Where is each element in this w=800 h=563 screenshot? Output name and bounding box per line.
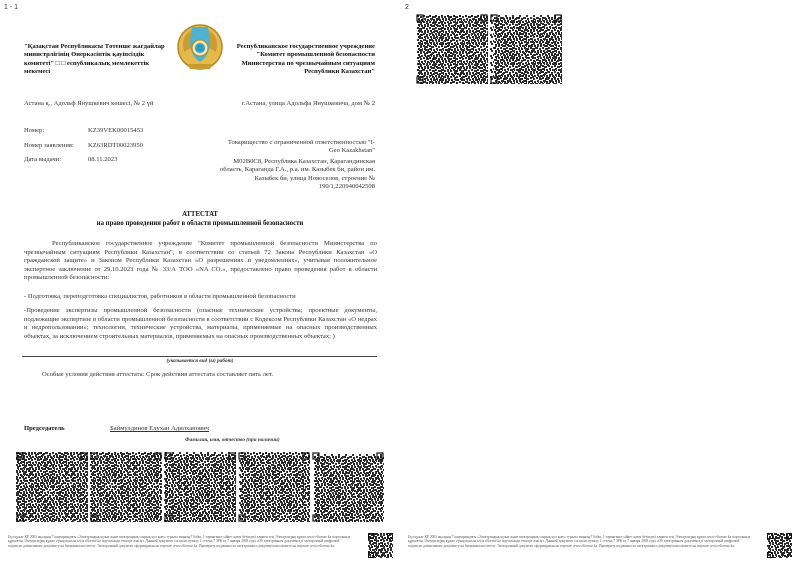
header-org-ru: Республиканское государственное учреждение "Комитет промышленной безопасности Министерства по чрезвычайным ситуациям Республики Казахстан"	[236, 43, 375, 75]
page-number-1: 1 - 1	[4, 4, 19, 11]
footer-ru-text: Данный документ согласно пункту 1 статьи 7 ЗРК от 7 января 2003 года «Об электронном документе и электронной цифровой подписи» равнозначен документу на бумажном носителе. Электронный документ сформирован на портале www.elicense.kz. Проверить подлинность электронного документа вы можете на портале www.elicense.kz.	[8, 539, 340, 548]
document-title: АТТЕСТАТ	[182, 211, 218, 218]
field-value-number: KZ39VEK00015453	[88, 127, 144, 134]
work-item-2: -Проведение экспертизы промышленной безопасности (опасные технические устройства; проектные документы, подлежащие экспертизе в области промышленной безопасности в соответствии с Кодексом Республики Казахстан «О недрах и недропользовании»; технологии, технические устройства, материалы, применяемые на опасных производственных объектах, за исключением строительных материалов, применяемых на опасных производственных объектах; )	[24, 307, 377, 340]
footer-kz-text: Бұл құжат ҚР 2003 жылдың 7 қаңтарындағы «Электрондық құжат және электрондық сандық қол қою» туралы заңның 7 бабы, 1 тармағына сәйкес қағаз бетіндегі заңмен тең. Электрондық құжат www.elicense.kz порталында құрылған. Электрондық құжат түпнұсқасын www.elicense.kz порталында тексере аласыз.	[8, 535, 351, 544]
recipient-address: M02B0C8, Республика Казахстан, Карагандинская область, Караганда Г.А., р.а. им. Казыбек би, район им. Казыбек би, улица Новоселов, строение № 190/1,220940042508	[219, 158, 375, 190]
special-conditions: Особые условия действия аттестата: Срок действия аттестата составляет пять лет.	[42, 371, 273, 378]
intro-paragraph: Республиканское государственное учреждение "Комитет промышленной безопасности Министерства по чрезвычайным ситуациям Республики Казахстан", в соответствии со статьей 72 Закона Республики Казахстан «О гражданской защите» и Законом Республики Казахстан «О разрешениях и уведомлениях», учитывая положительное экспертное заключение от 29.10.2023 года № 33/А ТОО «NA CO.», предоставлено право проведения работ в области промышленной безопасности:	[24, 240, 377, 281]
footer-ru-text: Данный документ согласно пункту 1 статьи 7 ЗРК от 7 января 2003 года «Об электронном документе и электронной цифровой подписи» равнозначен документу на бумажном носителе. Электронный документ сформирован на портале www.elicense.kz. Проверить подлинность электронного документа вы можете на портале www.elicense.kz.	[408, 539, 740, 548]
field-value-issue-date: 08.11.2023	[88, 156, 118, 163]
qr-code-icon	[312, 452, 384, 522]
recipient-name: Товарищество с ограниченной ответственностью "I-Geo Kazakhstan"	[227, 139, 375, 155]
footer-kz-text: Бұл құжат ҚР 2003 жылдың 7 қаңтарындағы «Электрондық құжат және электрондық сандық қол қою» туралы заңның 7 бабы, 1 тармағына сәйкес қағаз бетіндегі заңмен тең. Электрондық құжат www.elicense.kz порталында құрылған. Электрондық құжат түпнұсқасын www.elicense.kz порталында тексере аласыз.	[408, 535, 751, 544]
qr-code-icon	[164, 452, 236, 522]
page-number-2: 2	[405, 4, 409, 11]
qr-code-icon	[490, 14, 562, 84]
address-ru: г.Астана, улица Адольфа Янушкевича, дом № 2	[241, 100, 375, 107]
field-label-number: Номер:	[24, 127, 45, 134]
address-kz: Астана қ., Адольф Янушкевич көшесі, № 2 үй	[24, 100, 154, 107]
qr-code-icon	[16, 452, 88, 522]
kazakhstan-emblem-icon	[176, 22, 224, 72]
footer-legal-text-page-2	[408, 535, 753, 548]
header-org-kz: "Қазақстан Республикасы Төтенше жағдайлар министрлігінің Өнеркәсіптік қауіпсіздік комитеті" □ □ еспубликалық мемлекеттік мекемесі	[24, 43, 165, 75]
work-item-1: - Подготовка, переподготовка специалистов, работников в области промышленной безопасности	[24, 293, 296, 300]
field-label-application-number: Номер заявления:	[24, 142, 74, 149]
signature-role: Председатель	[24, 425, 65, 432]
signature-caption: Фамилия, имя, отчество (при наличии)	[185, 437, 280, 443]
document-subtitle: на право проведения работ в области промышленной безопасности	[96, 220, 304, 227]
footer-qr-code-icon	[767, 533, 792, 558]
qr-code-icon	[90, 452, 162, 522]
works-caption: (указывается вид (ы) работ)	[166, 358, 234, 364]
signature-name: Баймулдинов Елухан Адилханович	[110, 425, 209, 432]
divider-line	[22, 356, 377, 357]
field-label-issue-date: Дата выдачи:	[24, 156, 62, 163]
qr-code-icon	[416, 14, 488, 84]
footer-legal-text	[8, 535, 353, 548]
qr-code-icon	[238, 452, 310, 522]
footer-qr-code-icon	[368, 533, 393, 558]
field-value-application-number: KZ63RDT00023950	[88, 142, 143, 149]
